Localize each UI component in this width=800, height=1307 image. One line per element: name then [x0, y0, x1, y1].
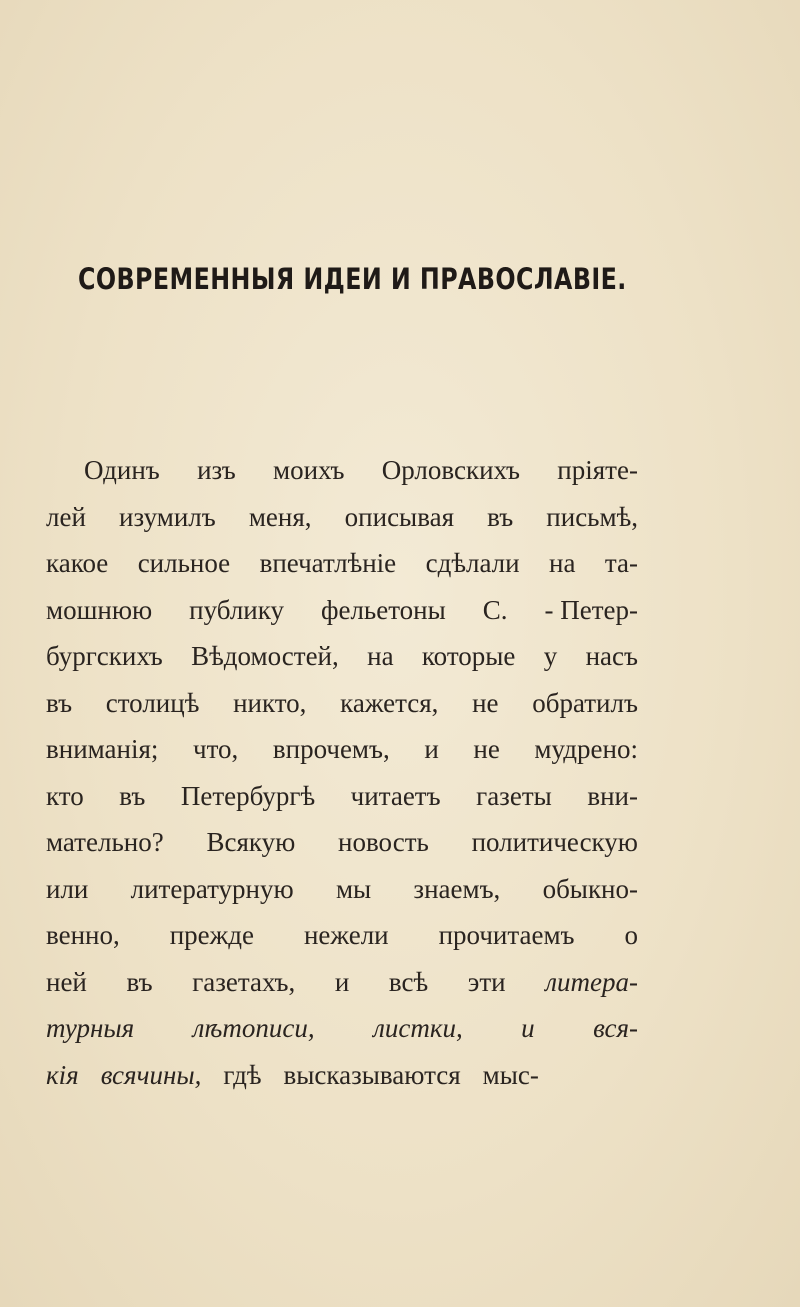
word: лей — [46, 501, 86, 532]
word: и — [334, 966, 350, 997]
word: ней — [46, 966, 87, 997]
text-line — [46, 540, 638, 587]
text-line — [46, 866, 638, 913]
word: знаемъ, — [413, 873, 501, 904]
word: Вѣдомостей, — [191, 641, 339, 671]
word: на — [549, 548, 576, 578]
word: литера- — [545, 966, 638, 997]
word: читаетъ — [350, 780, 441, 811]
word: впрочемъ, — [272, 734, 390, 764]
word: въ — [487, 501, 514, 532]
word: вниманія; — [46, 734, 159, 764]
text-line — [46, 726, 638, 773]
text-line — [46, 773, 638, 820]
text-line — [46, 680, 638, 727]
text-line — [46, 1005, 638, 1052]
word: столицѣ — [105, 687, 200, 718]
word: вся- — [593, 1013, 638, 1043]
word: которые — [421, 641, 516, 671]
word: письмѣ, — [546, 501, 638, 532]
word: гдѣ — [223, 1059, 262, 1090]
word: кія — [46, 1059, 79, 1090]
text-line — [46, 819, 638, 866]
word: - Петер- — [544, 594, 638, 625]
word: публику — [189, 594, 284, 625]
word: бургскихъ — [46, 641, 163, 671]
word: или — [46, 873, 89, 904]
word: прочитаемъ — [438, 920, 575, 950]
word: въ — [126, 966, 153, 997]
word: нежели — [303, 920, 389, 950]
word: и — [424, 734, 439, 764]
word: сдѣлали — [425, 548, 520, 578]
word: Одинъ — [84, 455, 160, 485]
word: изъ — [197, 455, 236, 485]
word: мы — [335, 873, 372, 904]
word: всячины, — [100, 1059, 202, 1090]
word: мыс- — [482, 1059, 539, 1090]
word: впечатлѣніе — [259, 548, 397, 578]
word: С. — [482, 594, 508, 625]
word: о — [624, 920, 638, 950]
word: вни- — [587, 780, 638, 811]
word: на — [367, 641, 394, 671]
word: мудрено: — [534, 734, 638, 764]
word: прежде — [169, 920, 255, 950]
word: обратилъ — [532, 687, 638, 718]
chapter-title: СОВРЕМЕННЫЯ ИДЕИ И ПРАВОСЛАВІЕ. — [78, 262, 627, 296]
word: листки, — [373, 1013, 463, 1043]
word: моихъ — [273, 455, 345, 485]
word: описывая — [344, 501, 454, 532]
text-line — [46, 587, 638, 634]
word: эти — [467, 966, 506, 997]
word: литературную — [130, 873, 294, 904]
word: газетахъ, — [192, 966, 296, 997]
word: мательно? — [46, 827, 164, 857]
text-line — [46, 633, 638, 680]
word: та- — [604, 548, 638, 578]
word: Орловскихъ — [381, 455, 520, 485]
word: меня, — [248, 501, 312, 532]
word: что, — [193, 734, 239, 764]
word: не — [473, 734, 500, 764]
word: фельетоны — [320, 594, 446, 625]
text-line — [46, 959, 638, 1006]
word: новость — [338, 827, 429, 857]
word: кажется, — [340, 687, 439, 718]
text-line — [46, 447, 638, 494]
word: изумилъ — [119, 501, 216, 532]
text-line — [46, 912, 638, 959]
word: лѣтописи, — [192, 1013, 315, 1043]
word: не — [472, 687, 499, 718]
word: кто — [46, 780, 84, 811]
word: обыкно- — [542, 873, 638, 904]
word: Всякую — [206, 827, 296, 857]
word: въ — [46, 687, 73, 718]
word: у — [543, 641, 558, 671]
word: венно, — [46, 920, 120, 950]
word: турныя — [46, 1013, 135, 1043]
word: никто, — [233, 687, 307, 718]
text-line — [46, 494, 638, 541]
word: всѣ — [388, 966, 429, 997]
word: насъ — [585, 641, 638, 671]
word: сильное — [137, 548, 231, 578]
word: Петербургѣ — [180, 780, 316, 811]
text-line — [46, 1052, 638, 1099]
word: газеты — [476, 780, 552, 811]
word: высказываются — [283, 1059, 461, 1090]
word: мошнюю — [46, 594, 153, 625]
word: и — [521, 1013, 535, 1043]
word: какое — [46, 548, 109, 578]
word: въ — [119, 780, 146, 811]
word: политическую — [471, 827, 638, 857]
body-paragraph — [46, 447, 638, 1098]
word: пріяте- — [557, 455, 638, 485]
